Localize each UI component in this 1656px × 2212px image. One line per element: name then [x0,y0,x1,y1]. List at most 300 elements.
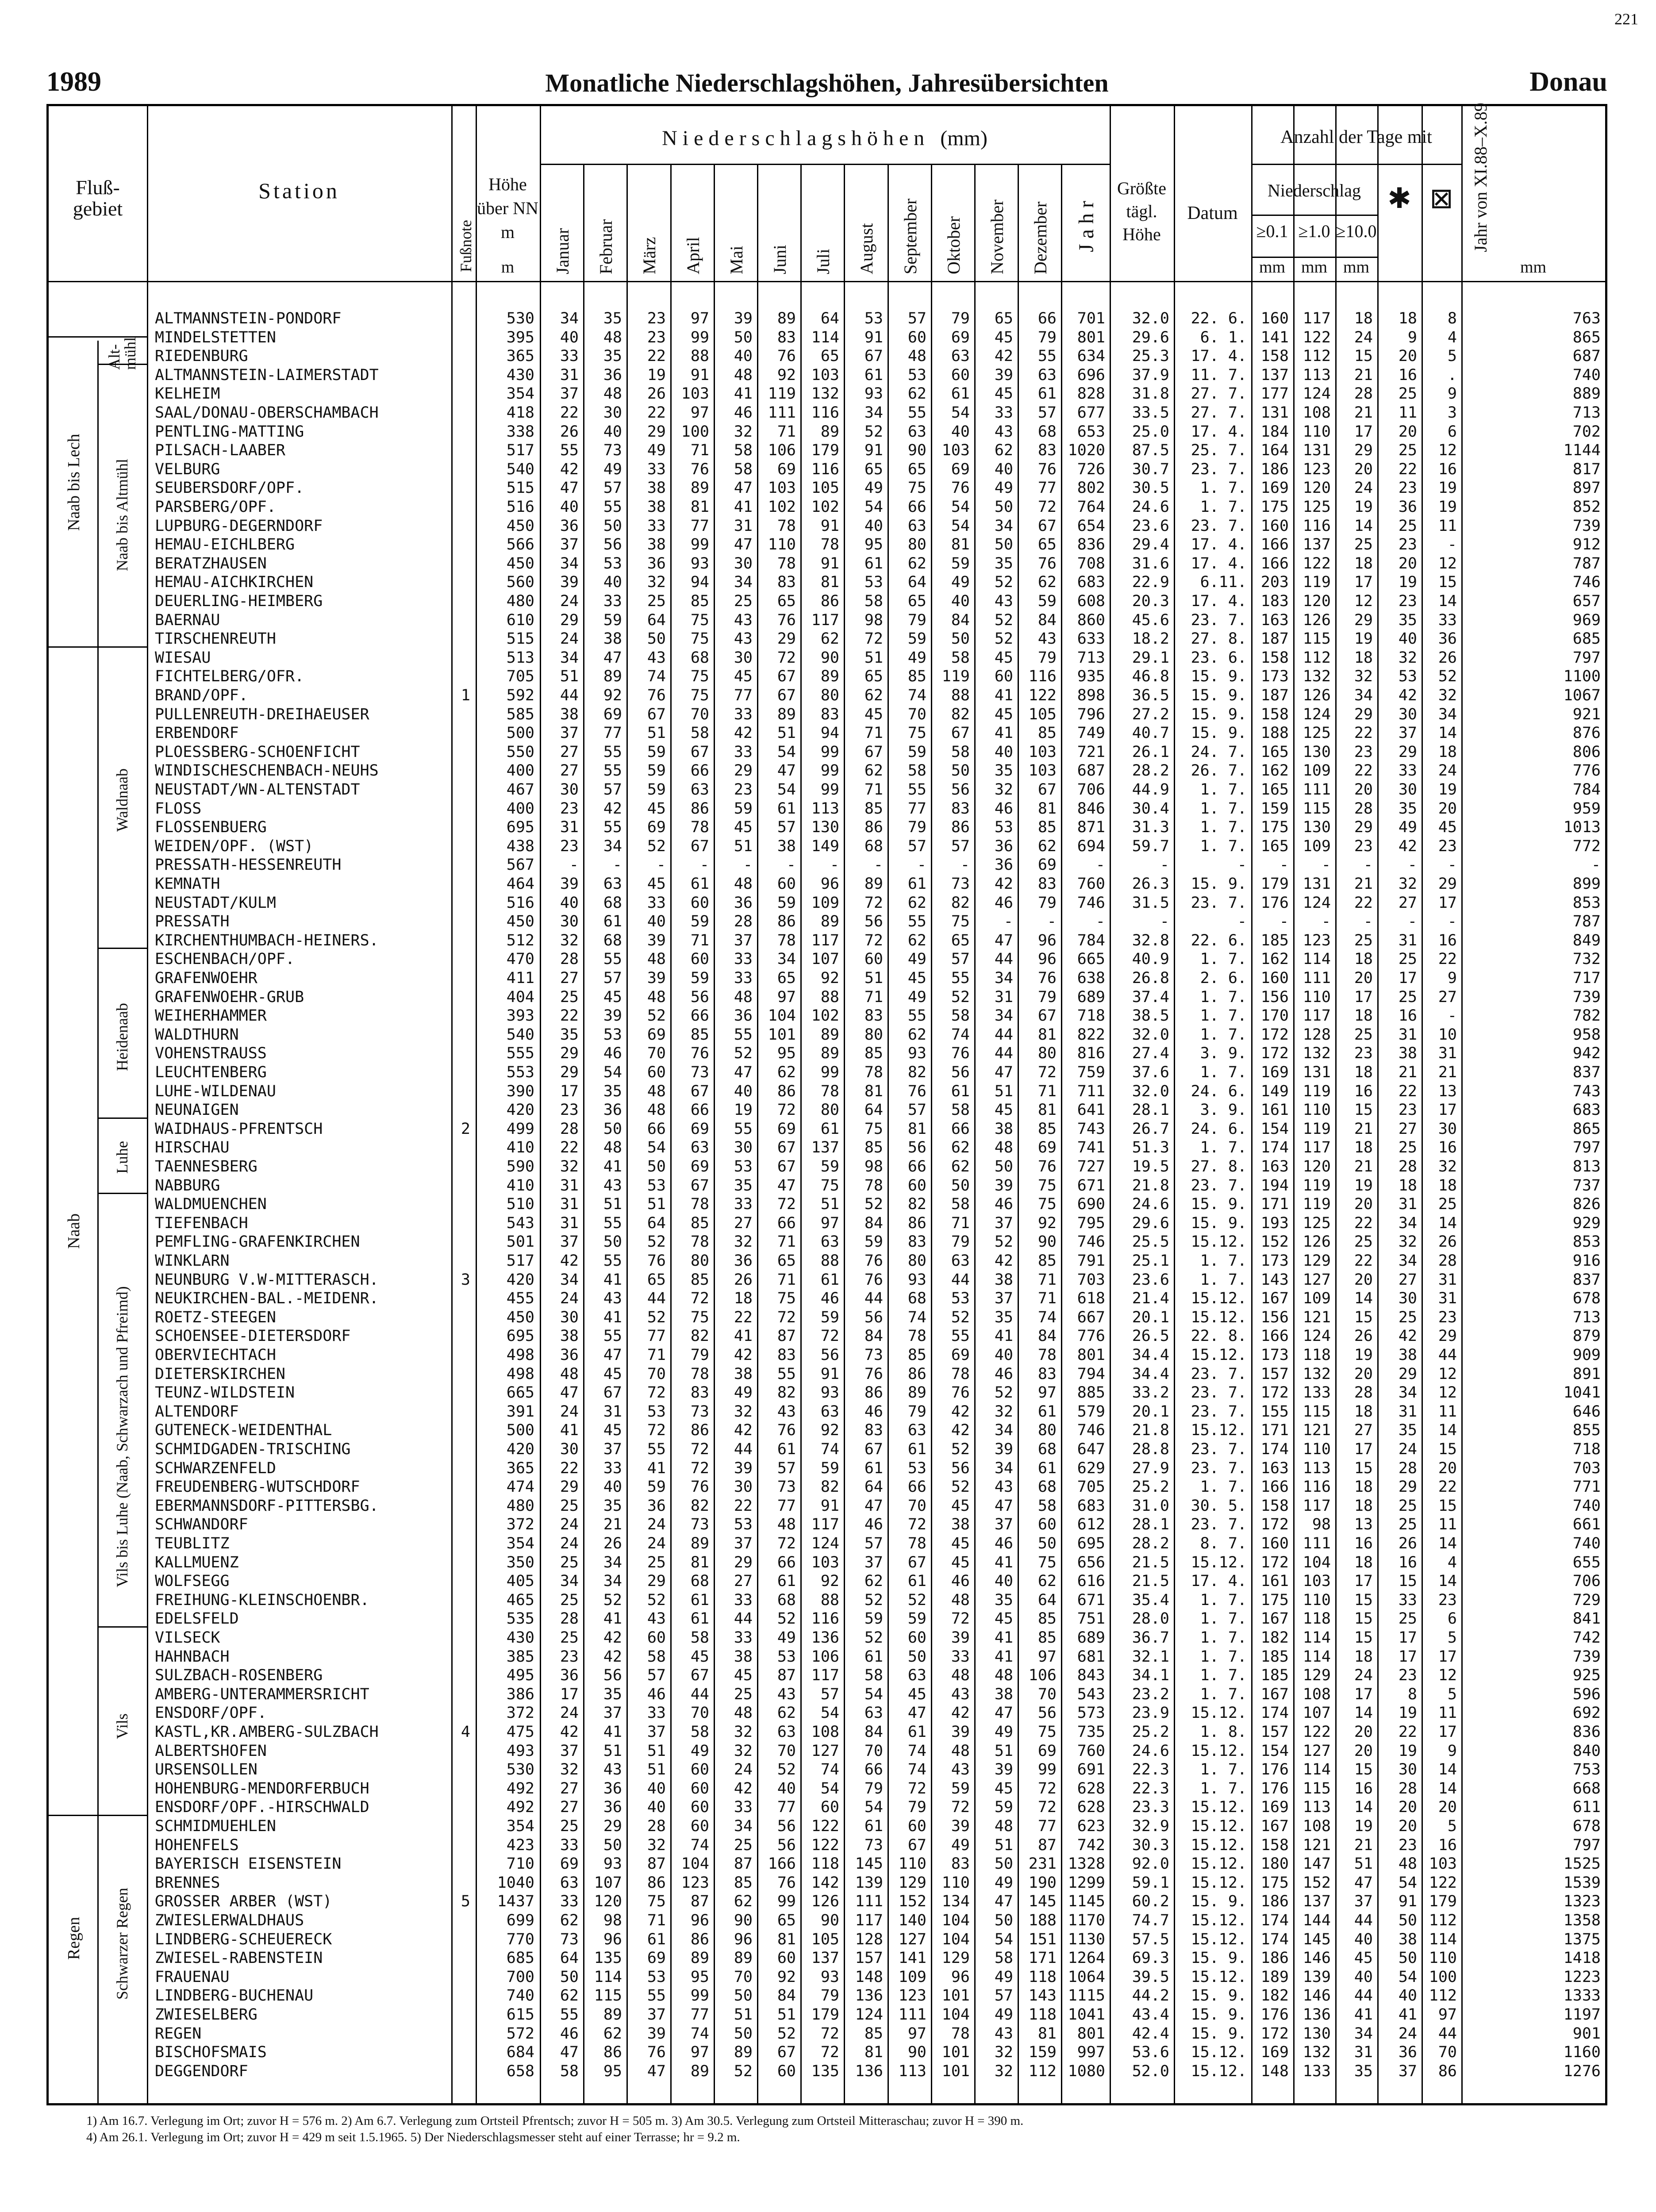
month-value: 37 [560,1742,579,1760]
month-value: 29 [647,422,666,441]
days-ge01: 173 [1260,668,1289,686]
snow-days: 23 [1398,1836,1417,1854]
month-value: 86 [647,1874,666,1892]
month-value: 85 [864,1045,883,1063]
month-value: 119 [768,385,796,403]
month-value: 50 [907,1647,926,1666]
month-value: 33 [647,460,666,478]
days-ge10: 103 [1303,1572,1331,1590]
month-value: 53 [603,1025,622,1044]
month-value: 93 [864,385,883,403]
month-value: 24 [734,1761,753,1779]
days-ge10: 124 [1303,705,1331,723]
month-value: 45 [647,875,666,893]
days-ge100: 29 [1354,611,1373,629]
month-value: 89 [690,2062,709,2080]
days-ge10: 117 [1303,1497,1331,1515]
month-value: 67 [951,724,970,742]
month-value: 76 [1037,1158,1057,1175]
month-value: 118 [1028,2006,1057,2024]
max-date: 15. 9. [1191,875,1247,893]
thunder-days: 17 [1438,894,1457,912]
month-value: 49 [907,950,926,968]
month-value: 31 [560,1214,579,1232]
month-value: 77 [603,724,622,742]
month-header-3: April [683,237,703,274]
station-height: 710 [506,1855,534,1873]
thunder-days: 20 [1438,1798,1457,1816]
period-total: 739 [1572,1647,1601,1666]
month-value: 61 [690,875,709,893]
month-value: 57 [777,818,796,837]
month-value: 29 [734,762,753,780]
month-value: 63 [820,1402,839,1421]
month-value: 84 [777,1987,796,2005]
month-value: 32 [994,2043,1013,2062]
month-value: 55 [647,1440,666,1458]
snow-days: 28 [1398,1158,1417,1175]
month-value: 39 [603,1007,622,1025]
period-total: 713 [1572,404,1601,422]
month-value: 78 [864,1064,883,1081]
thunder-days: 14 [1438,1572,1457,1590]
station-height: 372 [506,1516,534,1534]
nieder-header-rule [540,164,1110,165]
thunder-days: 16 [1438,1836,1457,1854]
days-ge100: 21 [1354,366,1373,384]
month-value: 80 [864,1025,883,1044]
subgroup-separator [97,646,147,648]
month-value: 61 [777,1440,796,1458]
annual-total: 616 [1077,1572,1105,1590]
days-ge10: 152 [1303,1874,1331,1892]
month-value: 38 [994,1271,1013,1289]
month-value: 25 [734,592,753,610]
header-unit-mm-b: mm [1301,258,1328,276]
days-ge01: 188 [1260,724,1289,742]
month-value: 99 [820,762,839,780]
station-height: 550 [506,743,534,761]
month-value: 56 [820,1346,839,1364]
thunder-days: 5 [1447,347,1457,365]
station-name: TEUNZ-WILDSTEIN [155,1384,295,1402]
station-height: 516 [506,498,534,516]
days-ge01: 182 [1260,1629,1289,1647]
max-daily: 32.0 [1132,1025,1169,1044]
month-value: 63 [1037,366,1057,384]
month-value: 53 [777,1647,796,1666]
month-value: 63 [951,347,970,365]
month-value: 63 [907,1667,926,1685]
days-ge01: 176 [1260,1779,1289,1797]
snow-days: 32 [1398,649,1417,667]
days-ge10: 116 [1303,517,1331,535]
snow-days: 48 [1398,1855,1417,1873]
days-ge01: 172 [1260,2024,1289,2043]
month-value: 35 [603,1685,622,1703]
month-value: 30 [603,404,622,422]
month-value: 25 [734,1685,753,1703]
station-height: 658 [506,2062,534,2080]
month-value: 54 [777,743,796,761]
month-value: 40 [603,573,622,591]
days-ge10: 109 [1303,762,1331,780]
max-date: 24. 7. [1191,743,1247,761]
max-date: 15.12. [1191,1874,1247,1892]
month-value: 69 [690,1158,709,1175]
days-ge10: 126 [1303,687,1331,704]
month-value: 59 [734,799,753,818]
days-ge10: 130 [1303,818,1331,837]
days-ge10: 120 [1303,1158,1331,1175]
month-value: 166 [768,1855,796,1873]
period-total: 925 [1572,1667,1601,1685]
max-daily: 87.5 [1132,442,1169,460]
annual-total: 746 [1077,894,1105,912]
thunder-days: 22 [1438,950,1457,968]
month-value: 41 [560,1421,579,1440]
annual-total: 801 [1077,328,1105,346]
month-value: 72 [690,1290,709,1308]
max-date: 15.12. [1191,2062,1247,2080]
month-value: 46 [647,1685,666,1703]
month-value: 39 [951,1817,970,1835]
month-value: - [699,856,709,874]
month-value: 31 [994,988,1013,1006]
month-value: 113 [898,2062,926,2080]
annual-total: 703 [1077,1271,1105,1289]
month-value: 23 [560,1101,579,1119]
month-value: 66 [907,1158,926,1175]
period-total: 1323 [1563,1893,1601,1911]
annual-total: 743 [1077,1120,1105,1138]
month-value: 74 [690,1836,709,1854]
max-date: 15. 9. [1191,705,1247,723]
month-value: 71 [864,988,883,1006]
month-value: 32 [560,1158,579,1175]
days-ge100: 20 [1354,1365,1373,1383]
month-header-8: September [900,198,920,274]
month-value: 88 [820,1252,839,1270]
month-value: 126 [811,1893,839,1911]
month-value: 64 [864,1101,883,1119]
max-date: 3. 9. [1200,1101,1247,1119]
month-value: 30 [734,1478,753,1496]
max-daily: 39.5 [1132,1968,1169,1986]
station-name: BAERNAU [155,611,220,629]
month-value: 36 [994,837,1013,855]
max-date: 17. 4. [1191,347,1247,365]
month-value: 72 [907,1516,926,1534]
month-value: 78 [951,2024,970,2043]
month-value: 52 [994,611,1013,629]
station-name: MINDELSTETTEN [155,328,276,346]
month-value: 59 [907,1610,926,1628]
station-name: WIESAU [155,649,211,667]
station-name: DEGGENDORF [155,2062,248,2080]
header-niederschlag: N i e d e r s c h l a g s h ö h e n (mm) [662,127,987,150]
days-ge10: 111 [1303,969,1331,987]
month-header-1: Februar [596,219,616,274]
station-name: ALBERTSHOFEN [155,1742,267,1760]
month-value: 188 [1028,1912,1057,1929]
days-ge100: 25 [1354,1025,1373,1044]
thunder-days: 14 [1438,1761,1457,1779]
month-value: 61 [864,1817,883,1835]
month-value: 57 [603,781,622,799]
annual-total: 759 [1077,1064,1105,1081]
month-value: 104 [941,2006,970,2024]
month-value: 83 [864,1007,883,1025]
month-value: - [873,856,883,874]
month-value: 55 [603,1327,622,1345]
days-ge10: 107 [1303,1704,1331,1722]
days-ge100: 44 [1354,1912,1373,1929]
month-value: 64 [647,611,666,629]
station-height: 480 [506,1497,534,1515]
days-ge100: 20 [1354,781,1373,799]
days-ge01: 162 [1260,950,1289,968]
max-daily: 25.0 [1132,422,1169,441]
station-height: 585 [506,705,534,723]
days-ge01: 156 [1260,1308,1289,1326]
station-name: FLOSSENBUERG [155,818,267,837]
month-value: 61 [951,385,970,403]
month-value: 45 [647,799,666,818]
max-daily: 22.9 [1132,573,1169,591]
max-date: 17. 4. [1191,536,1247,554]
month-value: 41 [603,1610,622,1628]
page-number: 221 [1614,10,1638,28]
month-value: 69 [690,1120,709,1138]
month-value: 34 [777,950,796,968]
month-value: 72 [1037,1064,1057,1081]
thunder-days: 97 [1438,2006,1457,2024]
month-value: 61 [690,1610,709,1628]
month-value: 84 [1037,611,1057,629]
thunder-days: 8 [1447,310,1457,327]
days-ge01: 187 [1260,687,1289,704]
month-value: 74 [907,687,926,704]
thunder-days: 4 [1447,328,1457,346]
period-total: 837 [1572,1271,1601,1289]
month-value: 231 [1028,1855,1057,1873]
month-value: 65 [994,310,1013,327]
days-ge01: 155 [1260,1402,1289,1421]
month-value: 56 [777,1836,796,1854]
month-value: 40 [994,1346,1013,1364]
footnotes [86,2113,1023,2146]
month-value: 43 [951,1685,970,1703]
days-ge10: 119 [1303,1082,1331,1100]
month-value: 47 [864,1497,883,1515]
annual-total: 654 [1077,517,1105,535]
station-height: 516 [506,894,534,912]
station-name: BISCHOFSMAIS [155,2043,267,2062]
month-value: 39 [734,1459,753,1477]
days-ge10: 119 [1303,1120,1331,1138]
month-value: 34 [994,517,1013,535]
month-value: 38 [994,1685,1013,1703]
month-value: 50 [603,517,622,535]
snow-days: 36 [1398,2043,1417,2062]
station-name: KELHEIM [155,385,220,403]
month-value: 48 [951,1591,970,1609]
days-ge01: 156 [1260,988,1289,1006]
month-value: 55 [560,2006,579,2024]
month-value: 61 [820,1120,839,1138]
thunder-days: 25 [1438,1195,1457,1214]
month-value: 63 [951,1252,970,1270]
days-ge100: 27 [1354,1421,1373,1440]
month-value: 74 [820,1440,839,1458]
annual-total: 690 [1077,1195,1105,1214]
month-value: 79 [864,1779,883,1797]
month-value: 67 [864,743,883,761]
days-ge100: 35 [1354,2062,1373,2080]
station-name: KALLMUENZ [155,1553,239,1571]
snow-days: 17 [1398,1629,1417,1647]
thunder-days: 44 [1438,1346,1457,1364]
month-value: 92 [820,1572,839,1590]
month-value: 30 [560,1440,579,1458]
month-value: 62 [864,1572,883,1590]
month-value: 42 [951,1402,970,1421]
month-value: 24 [560,630,579,648]
month-value: 35 [560,1025,579,1044]
days-ge01: 175 [1260,498,1289,516]
month-value: 65 [864,460,883,478]
max-daily: 28.2 [1132,762,1169,780]
month-value: 60 [690,1761,709,1779]
max-date: 1. 7. [1200,988,1247,1006]
month-value: 82 [951,894,970,912]
month-value: 33 [647,517,666,535]
thunder-days: - [1447,856,1457,874]
days-ge10: 113 [1303,1798,1331,1816]
month-value: 75 [1037,1195,1057,1214]
station-name: HOHENFELS [155,1836,239,1854]
station-name: SCHMIDGADEN-TRISCHING [155,1440,351,1458]
month-value: 75 [690,687,709,704]
max-daily: 30.3 [1132,1836,1169,1854]
month-value: 42 [603,799,622,818]
month-value: 73 [603,442,622,460]
month-value: 60 [777,2062,796,2080]
max-daily: 25.5 [1132,1233,1169,1251]
month-value: 45 [994,705,1013,723]
days-ge01: 172 [1260,1516,1289,1534]
month-value: 85 [907,668,926,686]
month-value: 112 [1028,2062,1057,2080]
station-height: 590 [506,1158,534,1175]
days-ge100: 28 [1354,385,1373,403]
snow-days: 29 [1398,743,1417,761]
month-value: 75 [864,1120,883,1138]
month-value: 103 [1028,743,1057,761]
period-total: 853 [1572,1233,1601,1251]
max-daily: 20.1 [1132,1308,1169,1326]
month-value: 69 [951,460,970,478]
month-value: 74 [907,1742,926,1760]
days-ge10: - [1321,856,1331,874]
month-value: 51 [734,2006,753,2024]
snow-days: 38 [1398,1045,1417,1063]
annual-total: 742 [1077,1836,1105,1854]
snow-days: 23 [1398,1101,1417,1119]
days-ge01: 172 [1260,1045,1289,1063]
month-value: 52 [994,573,1013,591]
month-value: 86 [820,592,839,610]
month-value: 24 [560,1290,579,1308]
month-value: 40 [864,517,883,535]
month-value: 68 [1037,422,1057,441]
month-value: 60 [690,1798,709,1816]
days-ge10: 146 [1303,1949,1331,1967]
month-value: 79 [1037,894,1057,912]
month-value: 84 [864,1214,883,1232]
snow-days: 19 [1398,1704,1417,1722]
month-value: 79 [690,1346,709,1364]
footnote-mark: 3 [461,1271,470,1289]
days-ge10: 111 [1303,1535,1331,1552]
thunder-days: 20 [1438,1459,1457,1477]
snow-days: 32 [1398,1233,1417,1251]
max-date: 15.12. [1191,1233,1247,1251]
annual-total: 677 [1077,404,1105,422]
month-header-0: Januar [553,228,572,274]
thunder-days: 45 [1438,818,1457,837]
days-ge100: 22 [1354,1252,1373,1270]
month-value: 28 [647,1817,666,1835]
month-value: 97 [690,2043,709,2062]
station-height: 498 [506,1365,534,1383]
month-value: 75 [907,479,926,497]
month-value: 86 [777,913,796,931]
max-date: 15.12. [1191,1704,1247,1722]
month-value: 148 [855,1968,883,1986]
footnote-mark: 4 [461,1723,470,1741]
station-height: 420 [506,1101,534,1119]
month-value: 45 [907,969,926,987]
station-height: 501 [506,1233,534,1251]
max-date: 1. 7. [1200,1779,1247,1797]
snow-days: 23 [1398,479,1417,497]
max-date: 23. 7. [1191,1516,1247,1534]
station-name: WALDTHURN [155,1025,239,1044]
month-value: 76 [690,1045,709,1063]
month-value: 96 [820,875,839,893]
month-value: 44 [994,1045,1013,1063]
month-value: 89 [734,1949,753,1967]
station-height: 411 [506,969,534,987]
days-ge01: - [1279,913,1289,931]
station-height: 535 [506,1610,534,1628]
days-ge01: 167 [1260,1290,1289,1308]
thunder-days: 26 [1438,1233,1457,1251]
annual-total: 633 [1077,630,1105,648]
days-ge10: 117 [1303,1139,1331,1157]
month-value: 38 [603,630,622,648]
month-value: 72 [820,1327,839,1345]
month-value: 45 [864,705,883,723]
month-value: 57 [1037,404,1057,422]
days-ge10: 110 [1303,988,1331,1006]
month-value: 68 [690,1572,709,1590]
days-ge100: 34 [1354,2024,1373,2043]
month-value: 117 [811,611,839,629]
month-value: 59 [951,1779,970,1797]
